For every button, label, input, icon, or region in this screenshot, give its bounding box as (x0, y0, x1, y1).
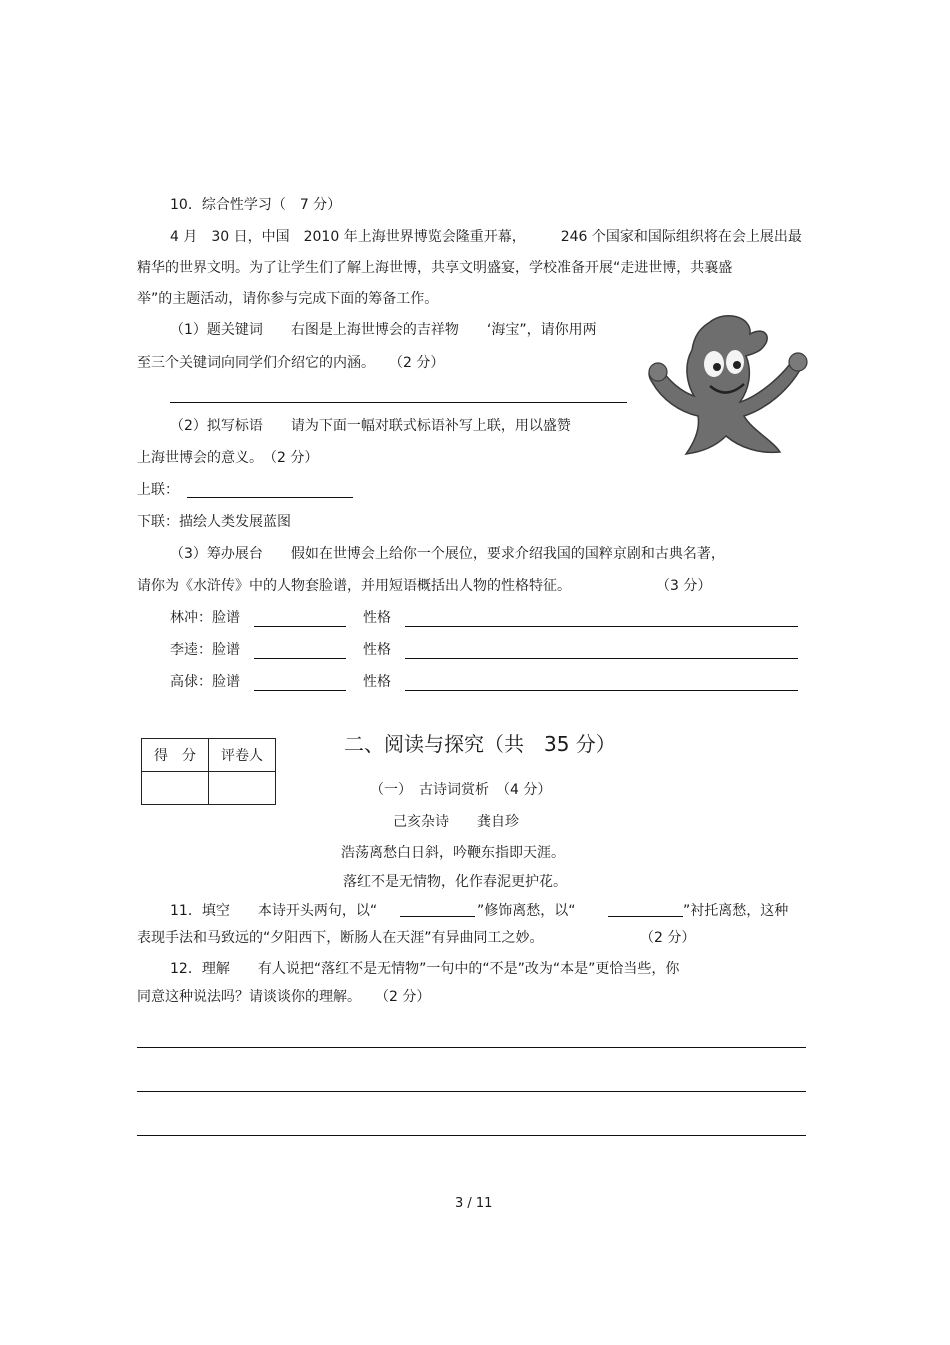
q11-line2: 表现手法和马致远的“夕阳西下，断肠人在天涯”有异曲同工之妙。 (137, 930, 544, 946)
trait-label: 性格 (363, 610, 391, 626)
q12-answer-line[interactable] (137, 1091, 806, 1092)
q11-part-c: ”衬托离愁，这种 (683, 903, 789, 919)
score-header: 得 分 (142, 739, 209, 772)
character-name: 高俅：脸谱 (170, 674, 240, 690)
poem-title: 己亥杂诗 龚自珍 (393, 814, 519, 830)
section2-title: 二、阅读与探究（共 35 分） (344, 732, 616, 756)
part1-answer-line[interactable] (170, 402, 627, 403)
trait-label: 性格 (363, 674, 391, 690)
grader-cell[interactable] (209, 772, 276, 805)
q12-answer-line[interactable] (137, 1135, 806, 1136)
section2-subtitle: （一） 古诗词赏析 （4 分） (370, 782, 552, 798)
facemask-blank[interactable] (254, 690, 346, 691)
trait-blank[interactable] (405, 626, 798, 627)
q10-part1-line1: （1）题关键词 右图是上海世博会的吉祥物 ‘海宝”，请你用两 (170, 322, 597, 338)
q10-part3-line1: （3）筹办展台 假如在世博会上给你一个展位，要求介绍我国的国粹京剧和古典名著， (170, 546, 725, 562)
trait-blank[interactable] (405, 658, 798, 659)
shanglian-blank[interactable] (187, 497, 353, 498)
page-number: 3 / 11 (455, 1196, 493, 1211)
shanglian-label: 上联： (137, 482, 179, 498)
q11-blank2[interactable] (608, 916, 683, 917)
q11-part-b: ”修饰离愁，以“ (477, 903, 576, 919)
q12-line1: 12．理解 有人说把“落红不是无情物”一句中的“不是”改为“本是”更恰当些，你 (170, 961, 680, 977)
xialian-text: 下联：描绘人类发展蓝图 (137, 514, 291, 530)
q10-title: 10．综合性学习（ 7 分） (170, 197, 342, 213)
q10-part3-line2: 请你为《水浒传》中的人物套脸谱，并用短语概括出人物的性格特征。 (137, 578, 571, 594)
haibao-mascot-icon (640, 312, 810, 462)
q12-answer-line[interactable] (137, 1047, 806, 1048)
q12-line2: 同意这种说法吗？请谈谈你的理解。 （2 分） (137, 989, 431, 1005)
q10-part2-line2: 上海世博会的意义。 （2 分） (137, 450, 319, 466)
q10-intro-line2: 精华的世界文明。为了让学生们了解上海世博，共享文明盛宴，学校准备开展“走进世博，共襄盛 (137, 260, 733, 276)
character-name: 林冲：脸谱 (170, 610, 240, 626)
q10-intro-line3: 举”的主题活动，请你参与完成下面的筹备工作。 (137, 291, 439, 307)
character-name: 李逵：脸谱 (170, 642, 240, 658)
trait-blank[interactable] (405, 690, 798, 691)
grader-header: 评卷人 (209, 739, 276, 772)
q10-intro-line1: 4 月 30 日，中国 2010 年上海世界博览会隆重开幕， 246 个国家和国际组织将在会上展出最 (170, 229, 802, 245)
score-table (141, 738, 276, 805)
poem-line1: 浩荡离愁白日斜，吟鞭东指即天涯。 (341, 845, 565, 861)
score-cell[interactable] (142, 772, 209, 805)
facemask-blank[interactable] (254, 658, 346, 659)
q10-part3-score: （3 分） (656, 578, 712, 594)
facemask-blank[interactable] (254, 626, 346, 627)
q11-blank1[interactable] (400, 916, 475, 917)
q10-part1-line2: 至三个关键词向同学们介绍它的内涵。 （2 分） (137, 355, 445, 371)
q11-part-a: 11．填空 本诗开头两句，以“ (170, 903, 378, 919)
q10-part2-line1: （2）拟写标语 请为下面一幅对联式标语补写上联，用以盛赞 (170, 418, 571, 434)
q11-score: （2 分） (640, 930, 696, 946)
poem-line2: 落红不是无情物，化作春泥更护花。 (343, 874, 567, 890)
trait-label: 性格 (363, 642, 391, 658)
